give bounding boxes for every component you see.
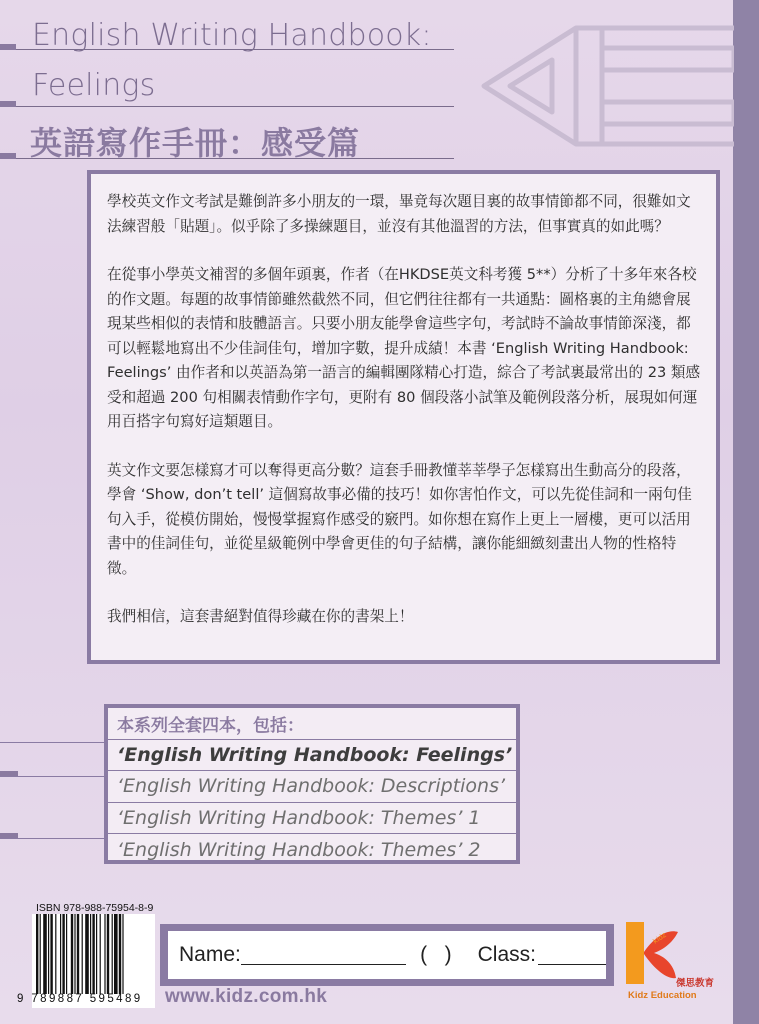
description-paragraph-4: 我們相信，這套書絕對值得珍藏在你的書架上！ bbox=[107, 608, 414, 625]
description-paragraph-2: 在從事小學英文補習的多個年頭裏，作者（在HKDSE英文科考獲 5**）分析了十多年來各校的作文題。每題的故事情節雖然截然不同，但它們往往都有一共通點：圖格裏的主角總會展現某些相似的表情和肢體語言。只要小朋友能學會這些字句，考試時不論故事情節深淺，都可以輕鬆地寫出不少佳詞佳句，增加字數，提升成績！本書 ‘English Writing Handbook: Feelings’ 由作者和以英語為第一語言的編輯團隊精心打造，綜合了考試裏最常出的 23 類感受和超過 200 句相關表情動作字句，更附有 80 個段落小試筆及範例段落分析，展現如何運用百搭字句寫好這類題目。 bbox=[107, 266, 701, 430]
description-paragraph-1: 學校英文作文考試是難倒許多小朋友的一環，畢竟每次題目裏的故事情節都不同，很難如文法練習般「貼題」。似乎除了多操練題目，並沒有其他溫習的方法，但事實真的如此嗎？ bbox=[107, 193, 691, 235]
description-box bbox=[87, 170, 720, 664]
series-box bbox=[104, 704, 520, 864]
series-book-3: ‘English Writing Handbook: Themes’ 1 bbox=[117, 806, 481, 829]
series-rule-1 bbox=[0, 742, 104, 743]
barcode-icon bbox=[34, 914, 154, 996]
series-tab-2 bbox=[0, 833, 18, 838]
logo-mark-text: kidz bbox=[651, 930, 668, 946]
series-rule-3 bbox=[0, 838, 104, 839]
pencil-icon bbox=[480, 18, 734, 158]
name-label: Name: bbox=[179, 943, 241, 966]
series-tab-1 bbox=[0, 771, 18, 776]
isbn-text: ISBN 978-988-75954-8-9 bbox=[36, 902, 154, 914]
logo-en: Kidz Education bbox=[628, 990, 697, 1001]
description-paragraph-3: 英文作文要怎樣寫才可以奪得更高分數？這套手冊教懂莘莘學子怎樣寫出生動高分的段落，學會 ‘Show, don’t tell’ 這個寫故事必備的技巧！如你害怕作文，可以先從佳詞和一兩句佳句入手，從模仿開始，慢慢掌握寫作感受的竅門。如你想在寫作上更上一層樓，更可以活用書中的佳詞佳句，並從星級範例中學會更佳的句子結構，讓你能細緻刻畫出人物的性格特徵。 bbox=[107, 461, 692, 577]
title-en-line2: Feelings bbox=[32, 68, 156, 103]
nameplate bbox=[168, 931, 606, 979]
class-label: Class: bbox=[477, 943, 536, 966]
kidz-logo-icon bbox=[622, 918, 682, 988]
title-en-line1: English Writing Handbook: bbox=[32, 18, 432, 53]
series-rule-2 bbox=[0, 776, 104, 777]
name-field[interactable] bbox=[241, 945, 406, 965]
header-tab-3 bbox=[0, 153, 16, 159]
class-field[interactable] bbox=[538, 945, 606, 965]
series-book-row bbox=[108, 834, 516, 866]
barcode-digits: 9 789887 595489 bbox=[17, 993, 143, 1005]
right-edge-strip bbox=[733, 0, 759, 1024]
series-heading: 本系列全套四本，包括： bbox=[117, 715, 304, 736]
series-book-row bbox=[108, 771, 516, 803]
header-rule-2 bbox=[0, 106, 454, 107]
header-tab-2 bbox=[0, 101, 16, 107]
number-paren: ( ) bbox=[420, 943, 452, 966]
series-book-row bbox=[108, 803, 516, 835]
series-book-row bbox=[108, 740, 516, 772]
title-zh: 英語寫作手冊：感受篇 bbox=[30, 124, 361, 162]
header-tab-1 bbox=[0, 44, 16, 50]
series-heading-row bbox=[108, 708, 516, 740]
series-book-2: ‘English Writing Handbook: Descriptions’ bbox=[117, 775, 506, 798]
series-book-4: ‘English Writing Handbook: Themes’ 2 bbox=[117, 838, 481, 861]
series-book-1: ‘English Writing Handbook: Feelings’ bbox=[117, 743, 513, 766]
logo-zh: 傑思教育 bbox=[676, 978, 715, 989]
website-link[interactable]: www.kidz.com.hk bbox=[165, 986, 328, 1007]
